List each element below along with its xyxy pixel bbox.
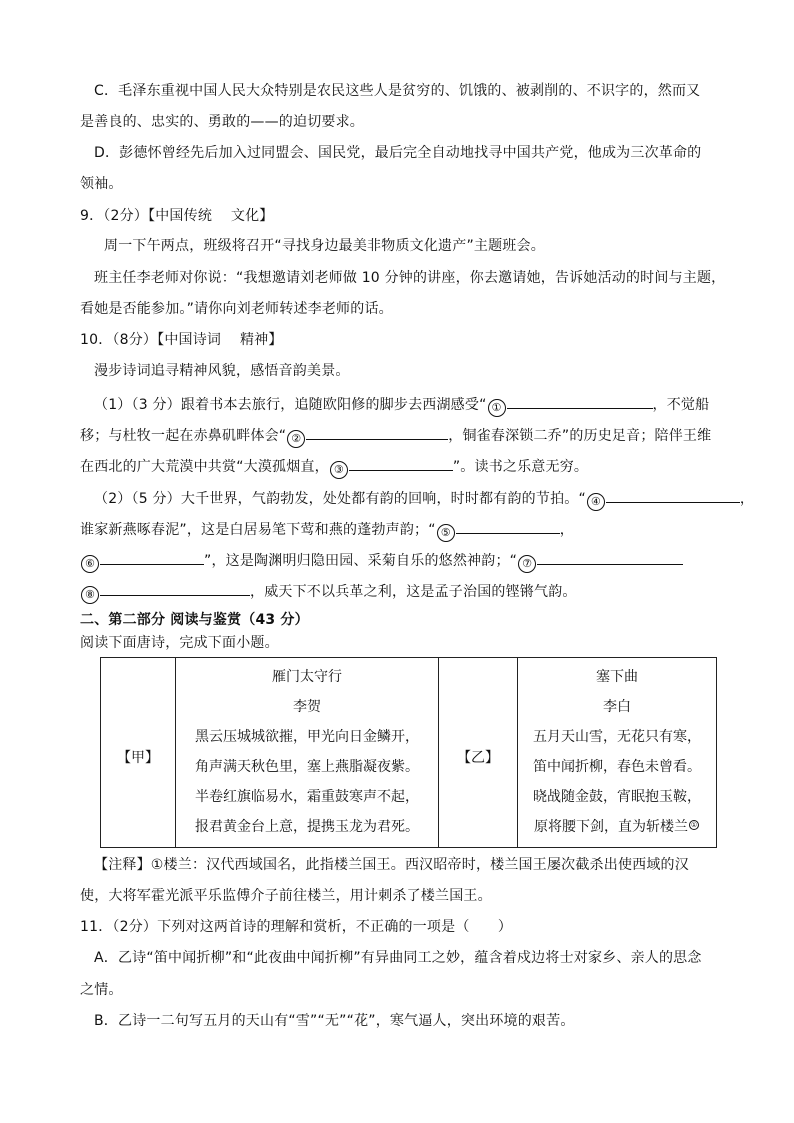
poem-jia-line: 黑云压城城欲摧，甲光向日金鳞开，: [195, 729, 419, 745]
poem-yi: [518, 658, 717, 848]
blank-number-7: ⑦: [518, 555, 536, 573]
poem-yi-line: 笛中闻折柳，春色未曾看。: [533, 759, 701, 775]
q10-part2-line3: [80, 549, 683, 573]
q8-option-d-line2: 领袖。: [80, 176, 123, 192]
note-line1: 【注释】①楼兰：汉代西域国名，此指楼兰国王。西汉昭帝时，楼兰国王屡次截杀出使西域的汉: [94, 857, 689, 873]
blank-number-4: ④: [587, 493, 605, 511]
poem-yi-line: 五月天山雪，无花只有寒，: [533, 729, 701, 745]
part2-instruction: 阅读下面唐诗，完成下面小题。: [80, 635, 279, 651]
answer-blank-3[interactable]: [349, 455, 453, 471]
answer-blank-5[interactable]: [456, 518, 560, 534]
q10-part2-line4: [80, 580, 577, 604]
q10-part2-line2: [80, 518, 574, 542]
q10-text: ，: [559, 522, 574, 538]
q10-text: ”，这是陶渊明归隐田园、采菊自乐的悠然神韵；“: [204, 553, 518, 569]
q8-option-d-line1: D．彭德怀曾经先后加入过同盟会、国民党，最后完全自动地找寻中国共产党，他成为三次革命的: [94, 145, 702, 161]
blank-number-2: ②: [287, 430, 305, 448]
note-marker: ①: [690, 821, 698, 829]
poem-jia-label: 【甲】: [101, 658, 176, 848]
q8-option-c-line2: 是善良的、忠实的、勇敢的——的迫切要求。: [80, 114, 364, 130]
note-line2: 使，大将军霍光派平乐监傅介子前往楼兰，用计刺杀了楼兰国王。: [80, 888, 492, 904]
q9-paragraph-2-line1: 班主任李老师对你说：“我想邀请刘老师做 10 分钟的讲座，你去邀请她，告诉她活动的时间与主题，: [94, 270, 726, 286]
q10-text: ，威天下不以兵革之利，这是孟子治国的铿锵气韵。: [250, 584, 577, 600]
poem-jia-author: 李贺: [293, 699, 321, 715]
q10-intro: 漫步诗词追寻精神风貌，感悟音韵美景。: [94, 363, 350, 379]
q10-part2-line1: [94, 487, 754, 511]
q10-text: ，不觉船: [652, 397, 710, 413]
q11-option-b-line1: B．乙诗一二句写五月的天山有“雪”“无”“花”，寒气逼人，突出环境的艰苦。: [94, 1013, 575, 1029]
q10-text: 在西北的广大荒漠中共赏“大漠孤烟直，: [80, 459, 329, 475]
part2-heading: 二、第二部分 阅读与鉴赏（43 分）: [80, 612, 309, 628]
q11-option-a-line1: A．乙诗“笛中闻折柳”和“此夜曲中闻折柳”有异曲同工之妙，蕴含着戍边将士对家乡、亲人的思念: [94, 950, 702, 966]
blank-number-8: ⑧: [81, 586, 99, 604]
poem-jia-line: 角声满天秋色里，塞上燕脂凝夜紫。: [195, 759, 419, 775]
q11-stem: 11．（2分）下列对这两首诗的理解和赏析，不正确的一项是（ ）: [80, 919, 513, 935]
poem-yi-line-with-note: 原将腰下剑，直为斩楼兰 ①: [534, 819, 698, 835]
answer-blank-4[interactable]: [606, 487, 740, 503]
blank-number-6: ⑥: [81, 555, 99, 573]
answer-blank-1[interactable]: [507, 393, 653, 409]
poems-table: [100, 657, 717, 848]
q9-paragraph-2-line2: 看她是否能参加。”请你向刘老师转述李老师的话。: [80, 301, 393, 317]
q10-part1-line3: [80, 455, 588, 479]
answer-blank-8[interactable]: [100, 580, 250, 596]
answer-blank-6[interactable]: [100, 549, 204, 565]
q10-part1-line1: [94, 393, 709, 417]
poem-jia-line: 半卷红旗临易水，霜重鼓寒声不起，: [195, 789, 419, 805]
q10-part1-line2: [80, 424, 711, 448]
q10-text: 谁家新燕啄春泥”，这是白居易笔下莺和燕的蓬勃声韵；“: [80, 522, 436, 538]
q9-heading: 9．（2分）【中国传统 文化】: [80, 208, 274, 224]
q9-paragraph-1: 周一下午两点，班级将召开“寻找身边最美非物质文化遗产”主题班会。: [104, 238, 545, 254]
q10-text: 移；与杜牧一起在赤鼻矶畔体会“: [80, 428, 287, 444]
poem-yi-title: 塞下曲: [596, 669, 638, 685]
poem-yi-author: 李白: [603, 699, 631, 715]
q8-option-c-line1: C．毛泽东重视中国人民大众特别是农民这些人是贫穷的、饥饿的、被剥削的、不识字的，然而又: [94, 83, 701, 99]
q10-text: ，: [739, 491, 755, 507]
q10-text: （1）（3 分）跟着书本去旅行，追随欧阳修的脚步去西湖感受“: [94, 397, 487, 413]
answer-blank-2[interactable]: [306, 424, 448, 440]
q10-text: ”。读书之乐意无穷。: [452, 459, 589, 475]
poem-jia-title: 雁门太守行: [272, 669, 342, 685]
q10-text: ，铜雀春深锁二乔”的历史足音；陪伴王维: [448, 428, 712, 444]
q10-text: （2）（5 分）大千世界，气韵勃发，处处都有韵的回响，时时都有韵的节拍。“: [94, 491, 586, 507]
answer-blank-7[interactable]: [537, 549, 683, 565]
poem-yi-line: 晓战随金鼓，宵眠抱玉鞍，: [533, 789, 701, 805]
poem-yi-label: 【乙】: [439, 658, 518, 848]
q10-heading: 10．（8分）【中国诗词 精神】: [80, 332, 283, 348]
poem-jia-line: 报君黄金台上意，提携玉龙为君死。: [195, 819, 419, 835]
poem-jia: [176, 658, 439, 848]
blank-number-5: ⑤: [437, 524, 455, 542]
blank-number-1: ①: [488, 399, 506, 417]
q11-option-a-line2: 之情。: [80, 982, 123, 998]
blank-number-3: ③: [330, 461, 348, 479]
